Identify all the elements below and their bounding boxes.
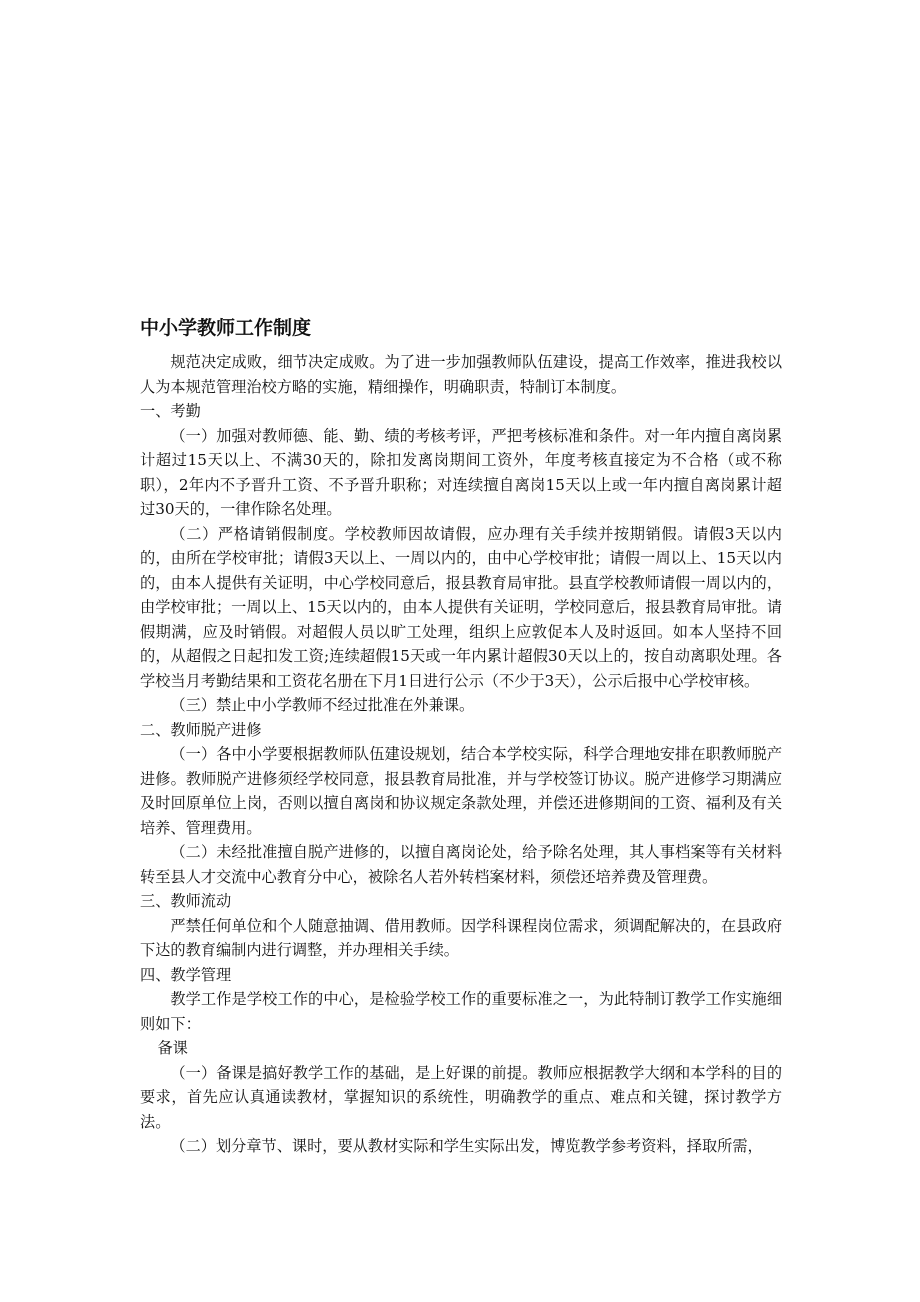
subheading-lesson-prep: 备课 [157, 1039, 188, 1057]
paragraph: 教学工作是学校工作的中心，是检验学校工作的重要标准之一，为此特制订教学工作实施细则如下： [140, 990, 782, 1033]
section-heading-further-study: 二、教师脱产进修 [140, 720, 262, 739]
paragraph: （二）未经批准擅自脱产进修的，以擅自离岗论处，给予除名处理，其人事档案等有关材料转至县人才交流中心教育分中心，被除名人若外转档案材料，须偿还培养费及管理费。 [140, 843, 782, 886]
paragraph: （一）备课是搞好教学工作的基础，是上好课的前提。教师应根据教学大纲和本学科的目的要求，首先应认真通读教材，掌握知识的系统性，明确教学的重点、难点和关键，探讨教学方法。 [140, 1063, 782, 1131]
paragraph: （三）禁止中小学教师不经过批准在外兼课。 [170, 696, 475, 714]
paragraph: （二）严格请销假制度。学校教师因故请假，应办理有关手续并按期销假。请假3天以内的，由所在学校审批；请假3天以上、一周以内的，由中心学校审批；请假一周以上、15天以内的，由本人提供有关证明，中心学校同意后，报县教育局审批。县直学校教师请假一周以内的，由学校审批；一周以上、15天以内的，由本人提供有关证明，学校同意后，报县教育局审批。请假期满，应及时销假。对超假人员以旷工处理，组织上应敦促本人及时返回。如本人坚持不回的，从超假之日起扣发工资;连续超假15天或一年内累计超假30天以上的，按自动离职处理。各学校当月考勤结果和工资花名册在下月1日进行公示（不少于3天），公示后报中心学校审核。 [140, 524, 783, 690]
section-heading-attendance: 一、考勤 [140, 402, 201, 420]
section-heading-teacher-mobility: 三、教师流动 [140, 892, 232, 910]
paragraph: （二）划分章节、课时，要从教材实际和学生实际出发，博览教学参考资料，择取所需， [170, 1137, 763, 1155]
paragraph: （一）加强对教师德、能、勤、绩的考核考评，严把考核标准和条件。对一年内擅自离岗累计超过15天以上、不满30天的，除扣发离岗期间工资外，年度考核直接定为不合格（或不称职），2年内不予晋升工资、不予晋升职称；对连续擅自离岗15天以上或一年内擅自离岗累计超过30天的，一律作除名处理。 [140, 426, 782, 518]
section-heading-teaching-management: 四、教学管理 [140, 965, 232, 984]
paragraph: 严禁任何单位和个人随意抽调、借用教师。因学科课程岗位需求，须调配解决的，在县政府下达的教育编制内进行调整，并办理相关手续。 [140, 916, 782, 959]
document-title: 中小学教师工作制度 [140, 317, 312, 339]
document-body [140, 350, 782, 1159]
intro-paragraph: 规范决定成败，细节决定成败。为了进一步加强教师队伍建设，提高工作效率，推进我校以人为本规范管理治校方略的实施，精细操作，明确职责，特制订本制度。 [140, 353, 782, 396]
paragraph: （一）各中小学要根据教师队伍建设规划，结合本学校实际，科学合理地安排在职教师脱产进修。教师脱产进修须经学校同意，报县教育局批准，并与学校签订协议。脱产进修学习期满应及时回原单位上岗，否则以擅自离岗和协议规定条款处理，并偿还进修期间的工资、福利及有关培养、管理费用。 [140, 745, 782, 837]
